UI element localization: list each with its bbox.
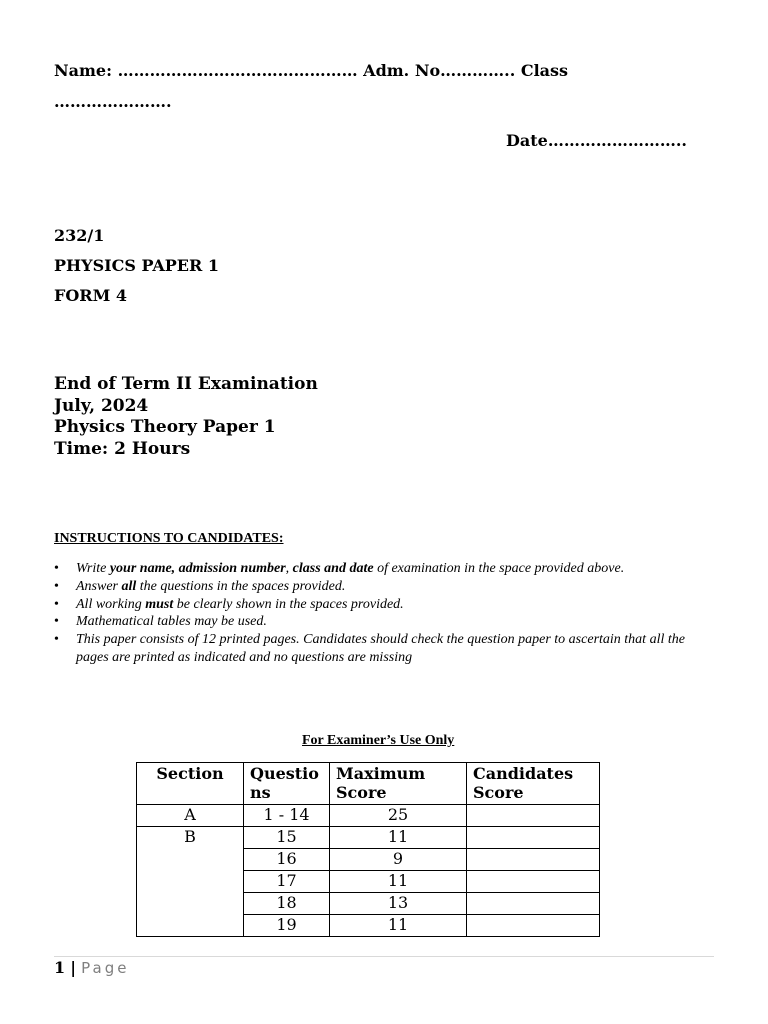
row-candidate-score[interactable] xyxy=(467,805,600,827)
row-questions: 16 xyxy=(244,849,330,871)
exam-subject: Physics Theory Paper 1 xyxy=(54,417,276,437)
exam-date: July, 2024 xyxy=(54,395,149,416)
page-footer xyxy=(54,958,129,977)
instruction-item: • Answer all the questions in the spaces provided. xyxy=(54,578,346,594)
exam-block xyxy=(54,374,318,460)
row-max-score: 9 xyxy=(330,849,467,871)
row-candidate-score[interactable] xyxy=(467,849,600,871)
row-section: A xyxy=(137,805,244,827)
bullet-icon: • xyxy=(54,596,59,612)
instruction-item: • All working must be clearly shown in the spaces provided. xyxy=(54,596,404,612)
paper-name: PHYSICS PAPER 1 xyxy=(54,256,219,275)
header-section: Section xyxy=(137,763,244,805)
instruction-item: • This paper consists of 12 printed pages. Candidates should check the question paper to ascertain that all the pages are printed as indicated and no questions are missing xyxy=(54,632,685,665)
row-max-score: 25 xyxy=(330,805,467,827)
page-number: 1 xyxy=(54,958,66,977)
row-max-score: 11 xyxy=(330,827,467,849)
bullet-icon: • xyxy=(54,632,59,648)
row-questions: 17 xyxy=(244,871,330,893)
bullet-icon: • xyxy=(54,578,59,594)
paper-code: 232/1 xyxy=(54,226,105,245)
row-questions: 1 - 14 xyxy=(244,805,330,827)
table-header-row xyxy=(137,763,600,805)
footer-divider xyxy=(54,956,714,957)
table-row xyxy=(137,827,600,849)
header-candidates-score: Candidates Score xyxy=(467,763,600,805)
row-candidate-score[interactable] xyxy=(467,893,600,915)
row-max-score: 13 xyxy=(330,893,467,915)
exam-title: End of Term II Examination xyxy=(54,374,318,394)
date-line: Date…………………….. xyxy=(506,131,687,150)
row-candidate-score[interactable] xyxy=(467,871,600,893)
row-questions: 15 xyxy=(244,827,330,849)
row-candidate-score[interactable] xyxy=(467,827,600,849)
table-row xyxy=(137,805,600,827)
row-max-score: 11 xyxy=(330,915,467,937)
instruction-item: • Mathematical tables may be used. xyxy=(54,614,267,630)
bullet-icon: • xyxy=(54,614,59,630)
page-separator: | xyxy=(70,958,77,977)
row-section: B xyxy=(137,827,244,937)
bullet-icon: • xyxy=(54,561,59,576)
examiner-score-table xyxy=(136,762,600,937)
page-label: Page xyxy=(81,959,130,977)
instruction-item: • Write your name, admission number, class and date of examination in the space provided above. xyxy=(54,561,625,576)
instructions-list xyxy=(54,560,714,667)
row-max-score: 11 xyxy=(330,871,467,893)
header-questions: Questio ns xyxy=(244,763,330,805)
exam-time: Time: 2 Hours xyxy=(54,438,191,459)
row-questions: 18 xyxy=(244,893,330,915)
header-maximum-score: Maximum Score xyxy=(330,763,467,805)
row-candidate-score[interactable] xyxy=(467,915,600,937)
row-questions: 19 xyxy=(244,915,330,937)
candidate-details-line: Name: ……………………………………… Adm. No………….. Class xyxy=(54,61,569,80)
instructions-heading: INSTRUCTIONS TO CANDIDATES: xyxy=(54,531,284,546)
paper-form: FORM 4 xyxy=(54,286,128,305)
examiner-title: For Examiner’s Use Only xyxy=(302,733,455,748)
class-dots-line: …………………. xyxy=(54,92,172,111)
